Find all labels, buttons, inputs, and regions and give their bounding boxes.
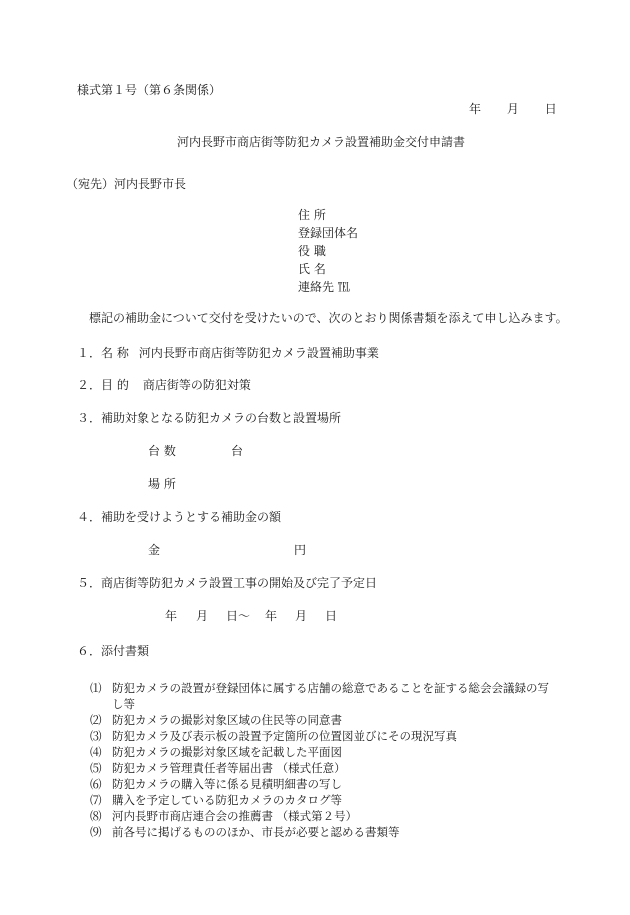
- section-1-number: １．: [77, 346, 102, 360]
- applicant-field-contact: 連絡先 ℡: [298, 280, 350, 294]
- attachment-list: [90, 680, 560, 840]
- section-2: [77, 379, 251, 391]
- list-item-number: ⑷: [90, 745, 102, 759]
- list-item-text: 前各号に掲げるもののほか、市長が必要と認める書類等: [112, 825, 400, 839]
- camera-count-unit: 台: [231, 444, 244, 458]
- section-3-label: 補助対象となる防犯カメラの台数と設置場所: [101, 411, 342, 425]
- list-item-text: 防犯カメラの設置が登録団体に属する店舗の総意であることを証する総会会議録の写し等: [112, 681, 549, 711]
- list-item: [90, 712, 560, 728]
- applicant-field-org: 登録団体名: [298, 226, 359, 240]
- list-item: [90, 808, 560, 824]
- section-1: [77, 347, 379, 359]
- section-6: [77, 645, 149, 657]
- list-item: [90, 680, 560, 712]
- list-item-text: 防犯カメラの撮影対象区域を記載した平面図: [112, 745, 342, 759]
- applicant-field-name: 氏 名: [298, 262, 326, 276]
- camera-count-label: 台 数: [148, 444, 176, 458]
- list-item-number: ⑵: [90, 713, 102, 727]
- list-item: [90, 792, 560, 808]
- list-item-text: 河内長野市商店連合会の推薦書 （様式第２号）: [112, 809, 358, 823]
- intro-text: 標記の補助金について交付を受けたいので、次のとおり関係書類を添えて申し込みます。: [89, 311, 568, 325]
- section-6-label: 添付書類: [101, 644, 150, 658]
- list-item-number: ⑻: [90, 809, 102, 823]
- list-item: [90, 760, 560, 776]
- applicant-field-address: 住 所: [298, 208, 326, 222]
- list-item-text: 防犯カメラの購入等に係る見積明細書の写し: [112, 777, 342, 791]
- section-2-number: ２．: [77, 378, 102, 392]
- schedule-end-day: 日: [325, 609, 338, 623]
- section-4-label: 補助を受けようとする補助金の額: [101, 510, 282, 524]
- list-item-number: ⑶: [90, 729, 102, 743]
- date-header: [469, 103, 557, 115]
- section-5: [77, 577, 377, 589]
- section-3-number: ３．: [77, 411, 102, 425]
- section-1-label: 名 称: [101, 346, 129, 360]
- list-item-number: ⑴: [90, 681, 102, 695]
- list-item-number: ⑹: [90, 777, 102, 791]
- list-item-number: ⑼: [90, 825, 102, 839]
- date-month: 月: [506, 102, 519, 116]
- date-year: 年: [469, 102, 482, 116]
- schedule-start-month: 月: [196, 609, 209, 623]
- schedule-start-year: 年: [165, 609, 178, 623]
- form-label: 様式第１号（第６条関係）: [77, 83, 222, 97]
- section-5-label: 商店街等防犯カメラ設置工事の開始及び完了予定日: [101, 576, 378, 590]
- list-item: [90, 824, 560, 840]
- list-item-number: ⑺: [90, 793, 102, 807]
- list-item-number: ⑸: [90, 761, 102, 775]
- schedule-end-year: 年: [265, 609, 278, 623]
- list-item: [90, 776, 560, 792]
- applicant-field-title: 役 職: [298, 244, 326, 258]
- section-2-label: 目 的: [101, 378, 129, 392]
- addressee: （宛先）河内長野市長: [66, 177, 187, 191]
- list-item-text: 防犯カメラ管理責任者等届出書 （様式任意）: [112, 761, 346, 775]
- section-5-number: ５．: [77, 576, 102, 590]
- section-3: [77, 412, 341, 424]
- amount-unit: 円: [294, 543, 307, 557]
- list-item-text: 購入を予定している防犯カメラのカタログ等: [112, 793, 342, 807]
- section-2-value: 商店街等の防犯対策: [142, 378, 251, 392]
- section-1-value: 河内長野市商店街等防犯カメラ設置補助事業: [138, 346, 379, 360]
- list-item: [90, 728, 560, 744]
- install-place-label: 場 所: [148, 477, 176, 491]
- schedule-start-day: 日～: [226, 609, 251, 623]
- list-item: [90, 744, 560, 760]
- document-title: 河内長野市商店街等防犯カメラ設置補助金交付申請書: [177, 135, 466, 149]
- section-6-number: ６．: [77, 644, 102, 658]
- amount-label: 金: [148, 543, 161, 557]
- list-item-text: 防犯カメラの撮影対象区域の住民等の同意書: [112, 713, 342, 727]
- section-4-number: ４．: [77, 510, 102, 524]
- schedule-end-month: 月: [295, 609, 308, 623]
- list-item-text: 防犯カメラ及び表示板の設置予定箇所の位置図並びにその現況写真: [112, 729, 457, 743]
- date-day: 日: [544, 102, 557, 116]
- section-4: [77, 511, 281, 523]
